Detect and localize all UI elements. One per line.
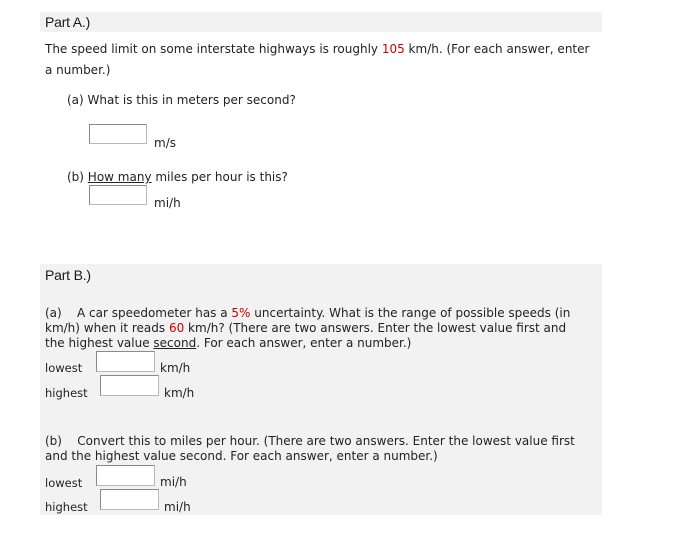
miles-per-hour-input[interactable] xyxy=(89,185,147,205)
part-a-header: Part A.) xyxy=(45,14,91,30)
part-b-qa-text-6: . For each answer, enter a number.) xyxy=(196,336,412,350)
part-b-question-b xyxy=(45,434,601,464)
mih-highest-input[interactable] xyxy=(100,489,159,510)
kmh-highest-input[interactable] xyxy=(100,375,159,396)
kmh-lowest-input[interactable] xyxy=(96,351,155,372)
speedometer-reading: 60 xyxy=(168,321,185,335)
speed-limit-value: 105 xyxy=(381,42,405,56)
part-b-qa-label: (a) xyxy=(45,306,62,320)
meters-per-second-unit: m/s xyxy=(154,136,176,150)
question-b-text: miles per hour is this? xyxy=(151,170,288,184)
mih-lowest-label: lowest xyxy=(45,476,83,490)
part-b-qa-underlined: second xyxy=(153,336,197,350)
kmh-lowest-unit: km/h xyxy=(160,361,191,375)
mih-lowest-unit: mi/h xyxy=(160,475,187,489)
part-a-intro xyxy=(45,39,615,81)
miles-per-hour-unit: mi/h xyxy=(154,196,181,210)
question-b-underlined: How many xyxy=(87,170,152,184)
meters-per-second-input[interactable] xyxy=(89,124,147,144)
part-b-qa-text-5: the highest value xyxy=(45,336,154,350)
part-b-qb-text-2: and the highest value second. For each answer, enter a number.) xyxy=(45,449,438,463)
part-b-qb-label: (b) xyxy=(45,434,62,448)
part-b-header: Part B.) xyxy=(45,267,91,283)
question-b-prompt xyxy=(67,170,288,185)
part-a-intro-text-2: km/h. (For each answer, enter xyxy=(404,42,590,56)
mih-highest-label: highest xyxy=(45,500,88,514)
part-b-qa-text-3: km/h) when it reads xyxy=(45,321,169,335)
part-b-question-a xyxy=(45,306,601,351)
kmh-lowest-label: lowest xyxy=(45,361,83,375)
part-b-qa-text-4: km/h? (There are two answers. Enter the lowest value first and xyxy=(184,321,567,335)
part-a-header-band xyxy=(40,12,602,32)
part-a-intro-line2: a number.) xyxy=(45,63,111,77)
part-b-qa-text: A car speedometer has a xyxy=(76,306,232,320)
question-b-label: (b) xyxy=(67,170,88,184)
uncertainty-percent: 5% xyxy=(231,306,251,320)
mih-lowest-input[interactable] xyxy=(96,465,155,486)
mih-highest-unit: mi/h xyxy=(164,500,191,514)
kmh-highest-label: highest xyxy=(45,386,88,400)
part-b-qa-text-2: uncertainty. What is the range of possible speeds (in xyxy=(250,306,571,320)
part-b-qb-text: Convert this to miles per hour. (There are two answers. Enter the lowest value first xyxy=(77,434,575,448)
part-a-intro-text: The speed limit on some interstate highways is roughly xyxy=(45,42,382,56)
kmh-highest-unit: km/h xyxy=(164,386,195,400)
question-a-prompt: (a) What is this in meters per second? xyxy=(67,93,296,107)
